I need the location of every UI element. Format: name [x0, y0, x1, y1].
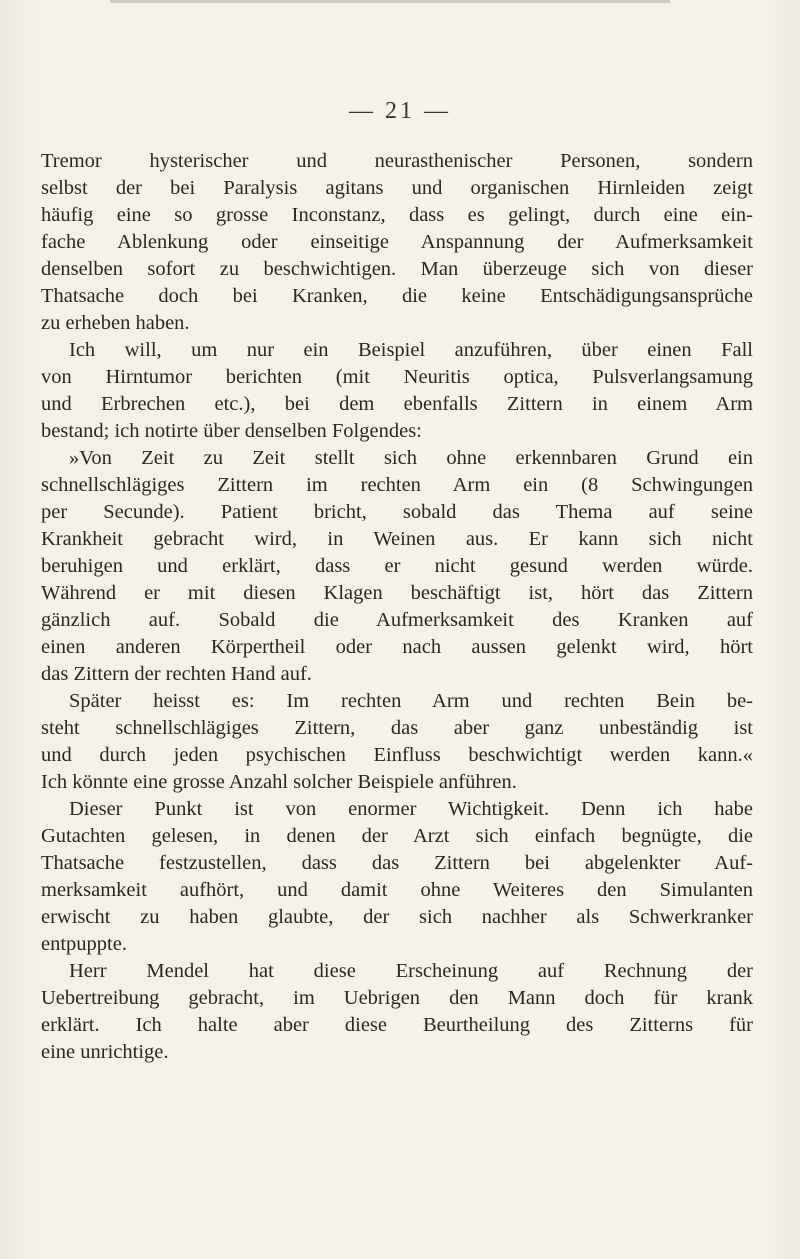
text-line: und durch jeden psychischen Einfluss beschwichtigt werden kann.«	[41, 744, 753, 766]
text-line: entpuppte.	[41, 933, 127, 955]
text-line: Gutachten gelesen, in denen der Arzt sich einfach begnügte, die	[41, 825, 753, 847]
text-line: erklärt. Ich halte aber diese Beurtheilung des Zitterns für	[41, 1014, 753, 1036]
page-number: — 21 —	[349, 98, 451, 124]
body-text	[41, 148, 753, 1066]
text-line: Herr Mendel hat diese Erscheinung auf Rechnung der	[69, 960, 753, 982]
top-edge-rule	[110, 0, 670, 3]
text-line: von Hirntumor berichten (mit Neuritis optica, Pulsverlangsamung	[41, 366, 753, 388]
text-line: Später heisst es: Im rechten Arm und rechten Bein be-	[69, 690, 753, 712]
text-line: beruhigen und erklärt, dass er nicht gesund werden würde.	[41, 555, 753, 577]
text-line: Dieser Punkt ist von enormer Wichtigkeit. Denn ich habe	[69, 798, 753, 820]
text-line: eine unrichtige.	[41, 1041, 169, 1063]
text-line: Ich will, um nur ein Beispiel anzuführen, über einen Fall	[69, 339, 753, 361]
text-line: gänzlich auf. Sobald die Aufmerksamkeit des Kranken auf	[41, 609, 753, 631]
text-line: Ich könnte eine grosse Anzahl solcher Beispiele anführen.	[41, 771, 517, 793]
text-line: das Zittern der rechten Hand auf.	[41, 663, 312, 685]
text-line: steht schnellschlägiges Zittern, das aber ganz unbeständig ist	[41, 717, 753, 739]
text-line: denselben sofort zu beschwichtigen. Man überzeuge sich von dieser	[41, 258, 753, 280]
text-line: zu erheben haben.	[41, 312, 190, 334]
text-line: schnellschlägiges Zittern im rechten Arm ein (8 Schwingungen	[41, 474, 753, 496]
text-line: »Von Zeit zu Zeit stellt sich ohne erkennbaren Grund ein	[69, 447, 753, 469]
text-line: Tremor hysterischer und neurasthenischer Personen, sondern	[41, 150, 753, 172]
text-line: und Erbrechen etc.), bei dem ebenfalls Zittern in einem Arm	[41, 393, 753, 415]
text-line: merksamkeit aufhört, und damit ohne Weiteres den Simulanten	[41, 879, 753, 901]
text-line: fache Ablenkung oder einseitige Anspannung der Aufmerksamkeit	[41, 231, 753, 253]
text-line: Thatsache festzustellen, dass das Zittern bei abgelenkter Auf-	[41, 852, 753, 874]
text-line: bestand; ich notirte über denselben Folgendes:	[41, 420, 422, 442]
text-line: einen anderen Körpertheil oder nach aussen gelenkt wird, hört	[41, 636, 753, 658]
text-line: häufig eine so grosse Inconstanz, dass es gelingt, durch eine ein-	[41, 204, 753, 226]
text-line: erwischt zu haben glaubte, der sich nachher als Schwerkranker	[41, 906, 753, 928]
text-line: Thatsache doch bei Kranken, die keine Entschädigungsansprüche	[41, 285, 753, 307]
text-line: selbst der bei Paralysis agitans und organischen Hirnleiden zeigt	[41, 177, 753, 199]
text-line: Krankheit gebracht wird, in Weinen aus. Er kann sich nicht	[41, 528, 753, 550]
text-line: Während er mit diesen Klagen beschäftigt ist, hört das Zittern	[41, 582, 753, 604]
text-line: Uebertreibung gebracht, im Uebrigen den Mann doch für krank	[41, 987, 753, 1009]
text-line: per Secunde). Patient bricht, sobald das Thema auf seine	[41, 501, 753, 523]
